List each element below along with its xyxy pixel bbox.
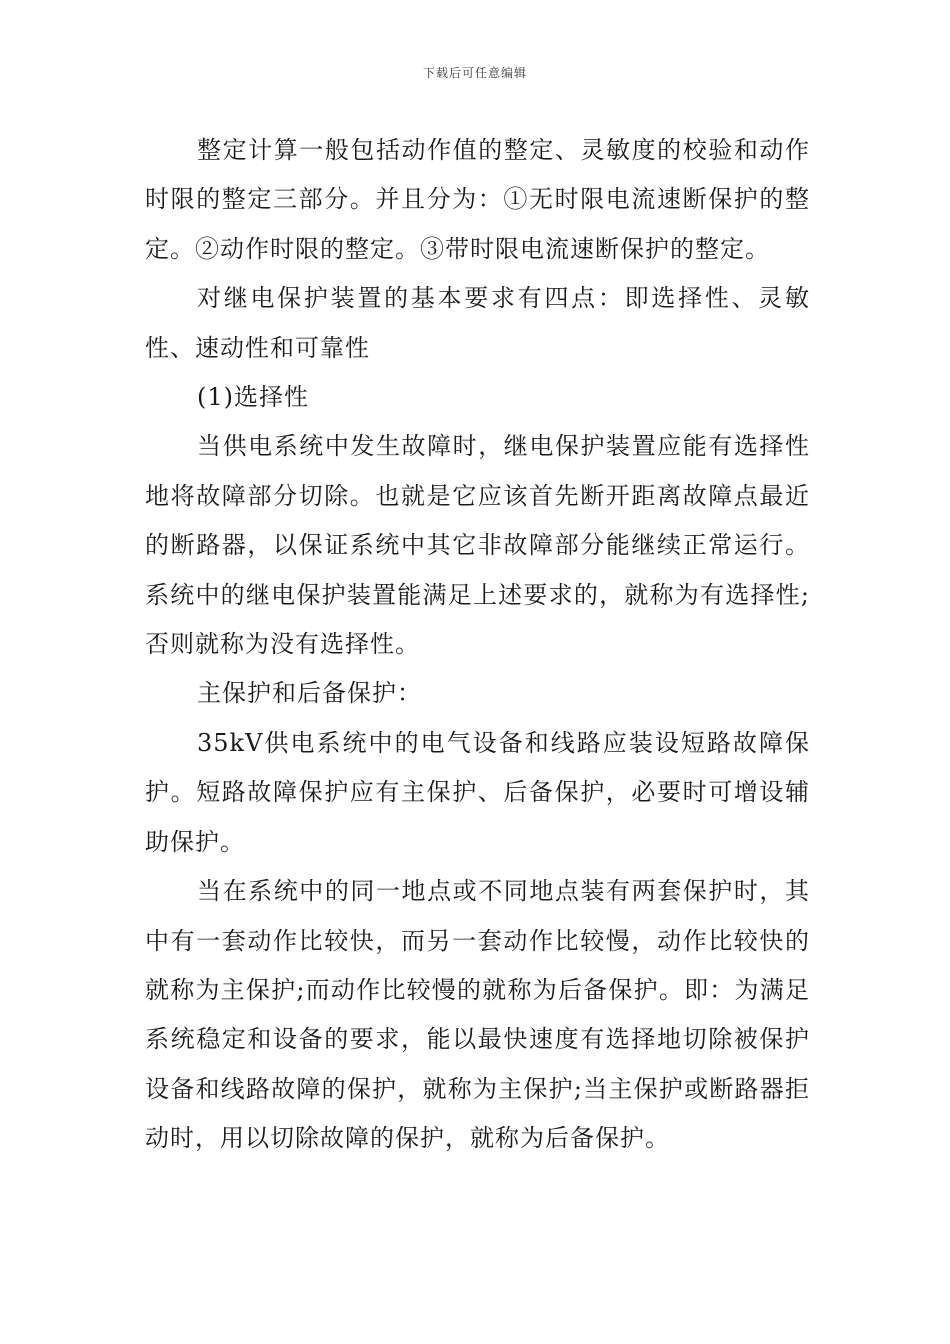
paragraph-selectivity: 当供电系统中发生故障时，继电保护装置应能有选择性地将故障部分切除。也就是它应该首先断开距离故障点最近的断路器，以保证系统中其它非故障部分能继续正常运行。系统中的继电保护装置能满足上述要求的，就称为有选择性;否则就称为没有选择性。: [145, 432, 810, 659]
paragraph-main-backup-definition: 当在系统中的同一地点或不同地点装有两套保护时，其中有一套动作比较快，而另一套动作比较慢，动作比较快的就称为主保护;而动作比较慢的就称为后备保护。即：为满足系统稳定和设备的要求，能以最快速度有选择地切除被保护设备和线路故障的保护，就称为主保护;当主保护或断路器拒动时，用以切除故障的保护，就称为后备保护。: [145, 877, 810, 1153]
paragraph-35kv-protection: 35kV供电系统中的电气设备和线路应装设短路故障保护。短路故障保护应有主保护、后备保护，必要时可增设辅助保护。: [145, 728, 810, 856]
heading-selectivity: (1)选择性: [197, 383, 309, 412]
page-header: 下载后可任意编辑: [422, 66, 527, 80]
paragraph-setting-calculation: 整定计算一般包括动作值的整定、灵敏度的校验和动作时限的整定三部分。并且分为：①无时限电流速断保护的整定。②动作时限的整定。③带时限电流速断保护的整定。: [145, 136, 810, 263]
paragraph-basic-requirements: 对继电保护装置的基本要求有四点：即选择性、灵敏性、速动性和可靠性: [145, 284, 810, 362]
document-body: [145, 126, 810, 1164]
heading-main-backup-protection: 主保护和后备保护：: [197, 679, 422, 708]
